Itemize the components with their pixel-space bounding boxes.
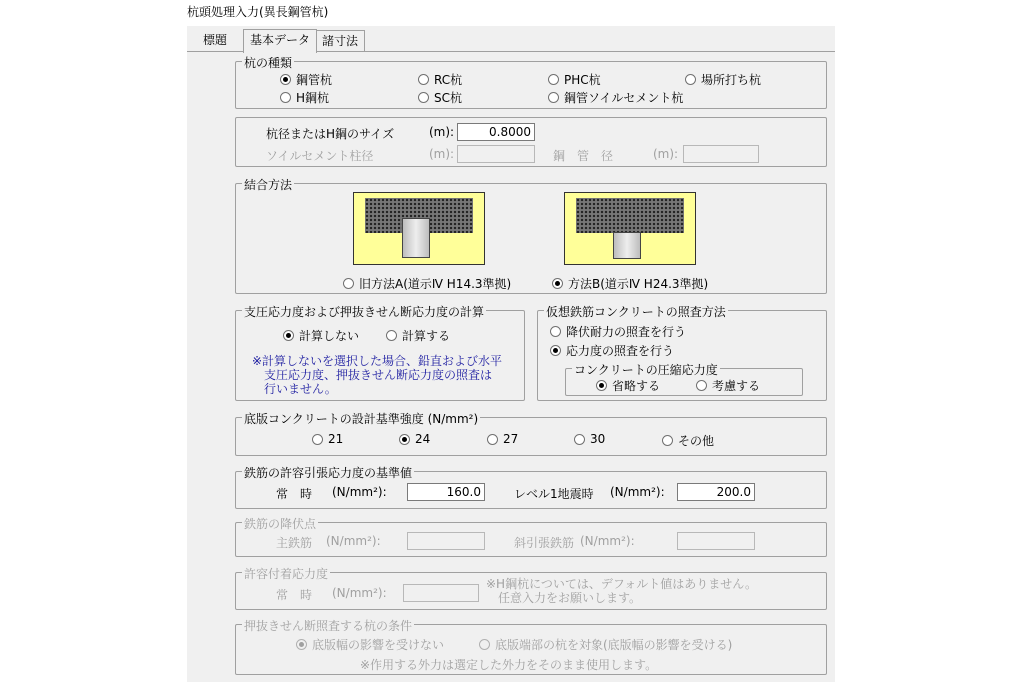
pile-type-group: [235, 56, 827, 109]
bond-normal-label: 常 時: [276, 588, 313, 602]
steel-pipe-diameter-unit: (m):: [653, 147, 679, 161]
radio-strength-21[interactable]: 21: [312, 432, 343, 446]
radio-strength-24[interactable]: 24: [399, 432, 430, 446]
radio-indicator: [418, 92, 429, 103]
normal-time-input[interactable]: 160.0: [407, 483, 485, 501]
main-rebar-input[interactable]: [407, 532, 485, 550]
rebar-allowable-title: 鉄筋の許容引張応力度の基準値: [244, 466, 413, 480]
rebar-yield-group: [235, 517, 827, 557]
pile-head: [402, 218, 430, 258]
steel-pipe-diameter-input[interactable]: [683, 145, 759, 163]
radio-rc-pile[interactable]: RC杭: [418, 71, 462, 88]
level1-earthquake-unit: (N/mm²):: [610, 485, 665, 499]
radio-indicator: [685, 74, 696, 85]
concrete-strength-title: 底版コンクリートの設計基準強度 (N/mm²): [244, 412, 479, 426]
radio-stress-check[interactable]: 応力度の照査を行う: [550, 342, 674, 359]
bond-normal-unit: (N/mm²):: [332, 586, 387, 600]
joint-method-a-diagram: [353, 192, 485, 265]
soil-cement-diameter-input[interactable]: [457, 145, 535, 163]
main-rebar-label: 主鉄筋: [276, 536, 313, 550]
radio-no-calculation[interactable]: 計算しない: [283, 327, 359, 344]
pile-type-title: 杭の種類: [244, 56, 293, 70]
diagonal-rebar-unit: (N/mm²):: [580, 534, 635, 548]
pile-size-label: 杭径またはH鋼のサイズ: [266, 127, 395, 141]
radio-indicator: [296, 639, 307, 650]
tab-dimensions[interactable]: 諸寸法: [315, 30, 365, 52]
radio-cast-in-place-pile[interactable]: 場所打ち杭: [685, 71, 761, 88]
joint-method-group: [235, 178, 827, 294]
radio-indicator: [552, 278, 563, 289]
rebar-allowable-group: [235, 466, 827, 509]
pile-head: [613, 232, 641, 259]
radio-soil-cement-pile[interactable]: 鋼管ソイルセメント杭: [548, 89, 683, 106]
radio-phc-pile[interactable]: PHC杭: [548, 71, 601, 88]
radio-indicator: [662, 435, 673, 446]
pile-size-input[interactable]: 0.8000: [457, 123, 535, 141]
radio-joint-method-b[interactable]: 方法B(道示Ⅳ H24.3準拠): [552, 275, 708, 292]
radio-consider[interactable]: 考慮する: [696, 377, 760, 394]
bond-stress-group: [235, 567, 827, 610]
window-title: 杭頭処理入力(異長鋼管杭): [187, 5, 329, 19]
bearing-stress-group: [235, 305, 525, 401]
radio-indicator: [550, 345, 561, 356]
normal-time-label: 常 時: [276, 487, 313, 501]
footing-hatch: [576, 198, 684, 233]
radio-steel-pipe-pile[interactable]: 鋼管杭: [280, 71, 332, 88]
radio-no-slab-width-effect[interactable]: 底版幅の影響を受けない: [296, 636, 444, 653]
bond-stress-title: 許容付着応力度: [244, 567, 329, 581]
punching-note: ※作用する外力は選定した外力をそのまま使用します。: [360, 658, 658, 672]
punching-condition-title: 押抜きせん断照査する杭の条件: [244, 619, 413, 633]
level1-earthquake-label: レベル1地震時: [514, 487, 594, 501]
radio-indicator: [386, 330, 397, 341]
level1-earthquake-input[interactable]: 200.0: [677, 483, 755, 501]
radio-indicator: [574, 434, 585, 445]
radio-strength-30[interactable]: 30: [574, 432, 605, 446]
radio-yield-strength-check[interactable]: 降伏耐力の照査を行う: [550, 323, 686, 340]
radio-indicator: [280, 74, 291, 85]
joint-method-title: 結合方法: [244, 178, 293, 192]
radio-indicator: [548, 92, 559, 103]
radio-indicator: [280, 92, 291, 103]
joint-method-b-diagram: [564, 192, 696, 265]
radio-omit[interactable]: 省略する: [596, 377, 660, 394]
virtual-rc-title: 仮想鉄筋コンクリートの照査方法: [546, 305, 726, 319]
radio-indicator: [312, 434, 323, 445]
bond-normal-input[interactable]: [403, 584, 479, 602]
radio-indicator: [550, 326, 561, 337]
radio-strength-27[interactable]: 27: [487, 432, 518, 446]
radio-joint-method-a[interactable]: 旧方法A(道示Ⅳ H14.3準拠): [343, 275, 511, 292]
tab-title[interactable]: 標題: [203, 33, 228, 47]
radio-indicator: [479, 639, 490, 650]
virtual-rc-group: [537, 305, 827, 401]
radio-indicator: [399, 434, 410, 445]
soil-cement-diameter-label: ソイルセメント柱径: [266, 149, 374, 163]
radio-calculate[interactable]: 計算する: [386, 327, 450, 344]
radio-indicator: [418, 74, 429, 85]
main-rebar-unit: (N/mm²):: [326, 534, 381, 548]
radio-indicator: [596, 380, 607, 391]
diagonal-rebar-label: 斜引張鉄筋: [514, 536, 575, 550]
tab-basic-data[interactable]: 基本データ: [243, 29, 317, 53]
bond-note: ※H鋼杭については、デフォルト値はありません。 任意入力をお願いします。: [486, 577, 757, 605]
radio-indicator: [487, 434, 498, 445]
punching-condition-group: [235, 619, 827, 675]
concrete-compression-group: [565, 363, 803, 396]
bearing-stress-title: 支圧応力度および押抜きせん断応力度の計算: [244, 305, 485, 319]
radio-indicator: [548, 74, 559, 85]
radio-indicator: [696, 380, 707, 391]
radio-indicator: [343, 278, 354, 289]
radio-indicator: [283, 330, 294, 341]
bearing-note: ※計算しないを選択した場合、鉛直および水平 支圧応力度、押抜きせん断応力度の照査は 行いません。: [252, 354, 503, 396]
radio-h-steel-pile[interactable]: H鋼杭: [280, 89, 329, 106]
pile-size-group: [235, 117, 827, 167]
radio-slab-end-pile[interactable]: 底版端部の杭を対象(底版幅の影響を受ける): [479, 636, 732, 653]
normal-time-unit: (N/mm²):: [332, 485, 387, 499]
steel-pipe-diameter-label: 鋼 管 径: [553, 149, 614, 163]
concrete-strength-group: [235, 412, 827, 456]
radio-sc-pile[interactable]: SC杭: [418, 89, 462, 106]
soil-cement-diameter-unit: (m):: [429, 147, 455, 161]
rebar-yield-title: 鉄筋の降伏点: [244, 517, 317, 531]
diagonal-rebar-input[interactable]: [677, 532, 755, 550]
radio-strength-other[interactable]: その他: [662, 432, 714, 449]
pile-size-unit: (m):: [429, 125, 455, 139]
concrete-compression-title: コンクリートの圧縮応力度: [574, 363, 718, 377]
